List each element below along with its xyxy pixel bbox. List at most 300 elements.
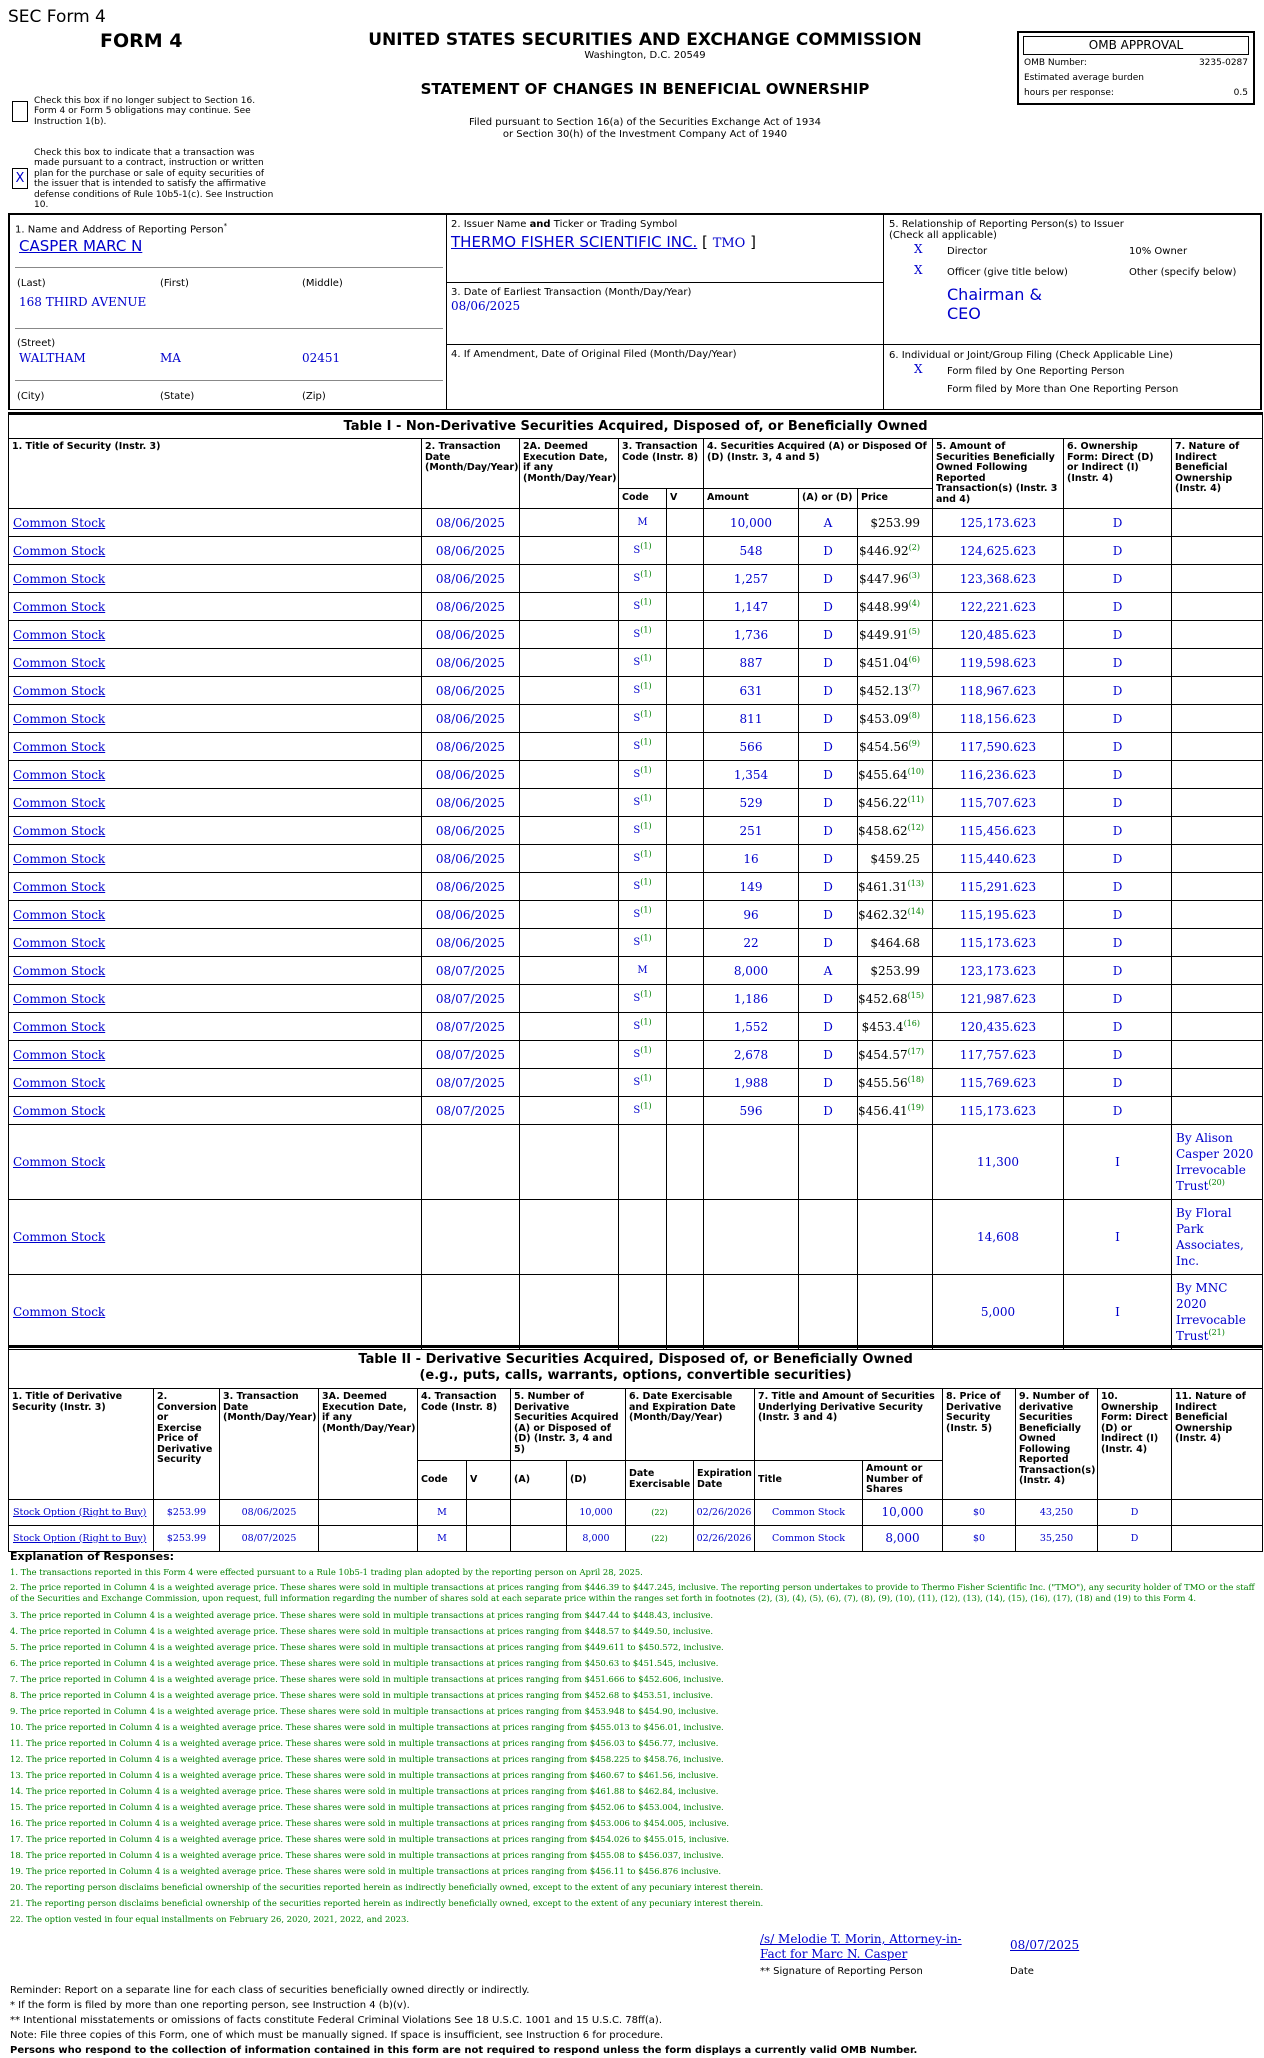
transaction-code	[619, 565, 667, 593]
date-exercisable	[626, 1525, 694, 1551]
transaction-date: 08/06/2025	[422, 705, 520, 733]
v-cell	[667, 565, 704, 593]
officer-mark[interactable]: X	[914, 263, 923, 277]
amount-owned: 120,485.623	[933, 621, 1064, 649]
security-title[interactable]	[9, 1041, 422, 1069]
underlying-title-link[interactable]: Common Stock	[772, 1532, 845, 1544]
officer-title	[947, 285, 1042, 323]
table-row	[9, 649, 1263, 677]
acquired-disposed: D	[799, 621, 858, 649]
deemed-date	[520, 957, 619, 985]
v-cell	[667, 537, 704, 565]
transaction-date: 08/06/2025	[422, 565, 520, 593]
security-title-link[interactable]: Common Stock	[13, 851, 106, 866]
acquired-disposed: D	[799, 565, 858, 593]
price	[858, 1013, 933, 1041]
security-title-link[interactable]: Common Stock	[13, 1305, 106, 1319]
security-title-link[interactable]: Common Stock	[13, 739, 106, 754]
transaction-code	[619, 985, 667, 1013]
transaction-code	[619, 593, 667, 621]
code-value: M	[637, 965, 648, 976]
transaction-date: 08/06/2025	[220, 1499, 319, 1525]
amount-owned: 118,156.623	[933, 705, 1064, 733]
acquired-disposed: D	[799, 593, 858, 621]
t2-header-exercisable: 6. Date Exercisable and Expiration Date (Month/Day/Year)	[626, 1389, 755, 1461]
deemed-date	[520, 677, 619, 705]
derivative-title-link[interactable]: Stock Option (Right to Buy)	[13, 1532, 147, 1544]
price-value: $453.09	[859, 711, 909, 726]
deemed-date	[520, 789, 619, 817]
omb-number-label: OMB Number:	[1024, 58, 1087, 68]
t1-header-securities: 4. Securities Acquired (A) or Disposed Of (D) (Instr. 3, 4 and 5)	[704, 439, 933, 489]
ownership-form: D	[1064, 1097, 1172, 1125]
security-title[interactable]	[9, 1125, 422, 1200]
filing-box	[883, 344, 1262, 410]
price-value: $253.99	[870, 963, 920, 978]
empty-cell	[799, 1275, 858, 1350]
underlying-title-link[interactable]: Common Stock	[772, 1506, 845, 1518]
table-row	[9, 1041, 1263, 1069]
footnote: 18. The price reported in Column 4 is a weighted average price. These shares were sold in multiple transactions at prices ranging from $455.08 to $456.037, inclusive.	[10, 1850, 724, 1860]
footnote: 7. The price reported in Column 4 is a weighted average price. These shares were sold in multiple transactions at prices ranging from $451.666 to $452.606, inclusive.	[10, 1674, 724, 1684]
reporting-person-box	[8, 213, 447, 410]
price-footnote: (18)	[907, 1074, 925, 1084]
security-title[interactable]	[9, 1097, 422, 1125]
footer	[10, 1983, 917, 2058]
street-line	[15, 328, 443, 329]
nature-of-ownership	[1172, 705, 1263, 733]
name-line	[15, 267, 443, 268]
price-value: $452.13	[859, 683, 909, 698]
t2-header-code: 4. Transaction Code (Instr. 8)	[418, 1389, 511, 1461]
transaction-date: 08/06/2025	[422, 789, 520, 817]
code-footnote: (1)	[640, 1017, 652, 1027]
v-cell	[667, 845, 704, 873]
table2-title-line-2: (e.g., puts, calls, warrants, options, convertible securities)	[419, 1368, 852, 1383]
price-value: $459.25	[870, 851, 920, 866]
transaction-code	[619, 929, 667, 957]
table-derivative	[8, 1345, 1263, 1552]
security-title[interactable]	[9, 537, 422, 565]
nature-of-ownership	[1172, 929, 1263, 957]
transaction-date: 08/07/2025	[422, 1097, 520, 1125]
code-footnote: (1)	[640, 1073, 652, 1083]
acquired-disposed: D	[799, 761, 858, 789]
amount-owned: 125,173.623	[933, 509, 1064, 537]
empty-cell	[858, 1275, 933, 1350]
nature-text: By Alison Casper 2020 Irrevocable Trust	[1176, 1131, 1254, 1193]
nature-of-ownership	[1172, 1069, 1263, 1097]
ownership-form: D	[1064, 593, 1172, 621]
issuer-label: 2. Issuer Name and Ticker or Trading Symbol	[451, 219, 678, 230]
ownership-form: D	[1064, 1013, 1172, 1041]
security-title-link[interactable]: Common Stock	[13, 879, 106, 894]
footnote: 19. The price reported in Column 4 is a weighted average price. These shares were sold in multiple transactions at prices ranging from $456.11 to $456.876 inclusive.	[10, 1866, 722, 1876]
security-title-link[interactable]: Common Stock	[13, 1155, 106, 1169]
security-title-link[interactable]: Common Stock	[13, 1075, 106, 1090]
amount-owned: 115,291.623	[933, 873, 1064, 901]
relationship-label: 5. Relationship of Reporting Person(s) to Issuer	[889, 219, 1124, 230]
table-row	[9, 1013, 1263, 1041]
derivative-owned: 43,250	[1016, 1499, 1098, 1525]
transaction-code	[619, 761, 667, 789]
v-cell	[667, 593, 704, 621]
security-title[interactable]	[9, 565, 422, 593]
ten-pct-owner-label: 10% Owner	[1129, 246, 1188, 257]
price-footnote: (15)	[907, 990, 925, 1000]
ticker-bracket-open: [	[702, 233, 708, 251]
signature-link[interactable]: /s/ Melodie T. Morin, Attorney-in-Fact for Marc N. Casper	[760, 1932, 962, 1961]
omb-hours-value: 0.5	[1233, 88, 1248, 98]
v-cell	[667, 705, 704, 733]
transaction-date: 08/06/2025	[422, 845, 520, 873]
explanation-notes	[10, 1564, 1255, 1927]
first-label: (First)	[160, 278, 189, 289]
security-title-link[interactable]: Common Stock	[13, 991, 106, 1006]
security-title[interactable]	[9, 1013, 422, 1041]
v-cell	[667, 929, 704, 957]
security-title[interactable]	[9, 509, 422, 537]
security-title-link[interactable]: Common Stock	[13, 1047, 106, 1062]
empty-cell	[858, 1200, 933, 1275]
relationship-box	[883, 213, 1262, 345]
derivative-title[interactable]	[9, 1525, 154, 1551]
amount-owned: 116,236.623	[933, 761, 1064, 789]
explanation-title: Explanation of Responses:	[10, 1550, 175, 1563]
deemed-date	[520, 649, 619, 677]
t1-sub-code: Code	[619, 489, 667, 509]
t2-header-deemed: 3A. Deemed Execution Date, if any (Month/Day/Year)	[319, 1389, 418, 1500]
footnote: 4. The price reported in Column 4 is a weighted average price. These shares were sold in multiple transactions at prices ranging from $448.57 to $449.50, inclusive.	[10, 1626, 714, 1636]
security-title[interactable]	[9, 761, 422, 789]
amount-owned: 115,440.623	[933, 845, 1064, 873]
security-title-link[interactable]: Common Stock	[13, 823, 106, 838]
t1-sub-ad: (A) or (D)	[799, 489, 858, 509]
amount: 1,186	[704, 985, 799, 1013]
security-title[interactable]	[9, 845, 422, 873]
table-row	[9, 1097, 1263, 1125]
nature-of-ownership	[1172, 565, 1263, 593]
date-exercisable	[626, 1499, 694, 1525]
last-label: (Last)	[17, 278, 46, 289]
underlying-title[interactable]	[755, 1525, 863, 1551]
acquired-disposed: A	[799, 957, 858, 985]
price-footnote: (12)	[907, 822, 925, 832]
security-title[interactable]	[9, 705, 422, 733]
security-title-link[interactable]: Common Stock	[13, 767, 106, 782]
expiration-date: 02/26/2026	[694, 1525, 755, 1551]
security-title-link[interactable]: Common Stock	[13, 627, 106, 642]
price-footnote: (16)	[903, 1018, 920, 1028]
transaction-date: 08/07/2025	[220, 1525, 319, 1551]
v-cell	[667, 761, 704, 789]
price	[858, 1069, 933, 1097]
other-label: Other (specify below)	[1129, 267, 1237, 278]
director-mark[interactable]: X	[914, 242, 923, 256]
city-label: (City)	[17, 391, 45, 402]
code-footnote: (1)	[640, 597, 652, 607]
transaction-date: 08/07/2025	[422, 957, 520, 985]
security-title[interactable]	[9, 1200, 422, 1275]
expiration-date: 02/26/2026	[694, 1499, 755, 1525]
amount-owned: 122,221.623	[933, 593, 1064, 621]
t2-header-conversion: 2. Conversion or Exercise Price of Derivative Security	[154, 1389, 220, 1500]
officer-title-line-2: CEO	[947, 304, 981, 323]
ticker-bracket-close: ]	[750, 233, 756, 251]
form-name: FORM 4	[100, 30, 183, 52]
table2-title-line-1: Table II - Derivative Securities Acquired, Disposed of, or Beneficially Owned	[358, 1352, 913, 1367]
filing-one-mark[interactable]: X	[914, 362, 923, 376]
nature-of-ownership	[1172, 1013, 1263, 1041]
statement-title: STATEMENT OF CHANGES IN BENEFICIAL OWNERSHIP	[420, 80, 870, 98]
acquired-disposed: D	[799, 1013, 858, 1041]
acquired-disposed: D	[799, 705, 858, 733]
ownership-form: D	[1064, 761, 1172, 789]
security-title[interactable]	[9, 929, 422, 957]
earliest-date-label: 3. Date of Earliest Transaction (Month/Day/Year)	[451, 287, 692, 298]
security-title-link[interactable]: Common Stock	[13, 907, 106, 922]
security-title-link[interactable]: Common Stock	[13, 543, 106, 558]
price-value: $452.68	[858, 991, 908, 1006]
transaction-date: 08/06/2025	[422, 593, 520, 621]
price	[858, 705, 933, 733]
deemed-date	[520, 901, 619, 929]
t1-header-date: 2. Transaction Date (Month/Day/Year)	[422, 439, 520, 509]
code-value: S	[633, 713, 641, 724]
conversion-price: $253.99	[154, 1525, 220, 1551]
ownership-form: D	[1064, 537, 1172, 565]
security-title[interactable]	[9, 985, 422, 1013]
security-title[interactable]	[9, 649, 422, 677]
derivative-owned: 35,250	[1016, 1525, 1098, 1551]
code-value: S	[633, 601, 641, 612]
code-footnote: (1)	[640, 765, 652, 775]
nature-of-ownership	[1172, 593, 1263, 621]
amount-owned: 115,769.623	[933, 1069, 1064, 1097]
t2-sub-v: V	[467, 1461, 511, 1500]
security-title-link[interactable]: Common Stock	[13, 711, 106, 726]
price-value: $458.62	[858, 823, 908, 838]
ownership-form: I	[1064, 1200, 1172, 1275]
nature-of-ownership	[1172, 677, 1263, 705]
price	[858, 789, 933, 817]
underlying-title[interactable]	[755, 1499, 863, 1525]
empty-cell	[422, 1200, 520, 1275]
code-value: S	[633, 937, 641, 948]
signature-label: ** Signature of Reporting Person	[760, 1966, 923, 1977]
omb-number-row	[1019, 57, 1253, 70]
t1-header-nature: 7. Nature of Indirect Beneficial Ownership (Instr. 4)	[1172, 439, 1263, 509]
transaction-date: 08/07/2025	[422, 1041, 520, 1069]
security-title-link[interactable]: Common Stock	[13, 683, 106, 698]
omb-hours-label: hours per response:	[1024, 88, 1114, 98]
empty-cell	[619, 1200, 667, 1275]
signature-date-link[interactable]: 08/07/2025	[1010, 1938, 1080, 1952]
footnote: 14. The price reported in Column 4 is a weighted average price. These shares were sold in multiple transactions at prices ranging from $461.88 to $462.84, inclusive.	[10, 1786, 719, 1796]
security-title-link[interactable]: Common Stock	[13, 655, 106, 670]
deemed-date	[520, 621, 619, 649]
security-title[interactable]	[9, 677, 422, 705]
section16-text: Check this box if no longer subject to Section 16. Form 4 or Form 5 obligations may continue. See Instruction 1(b).	[34, 96, 256, 127]
amount-owned: 119,598.623	[933, 649, 1064, 677]
empty-cell	[704, 1275, 799, 1350]
nature-of-ownership	[1172, 985, 1263, 1013]
ownership-form: D	[1064, 873, 1172, 901]
derivative-title-link[interactable]: Stock Option (Right to Buy)	[13, 1506, 147, 1518]
transaction-date: 08/06/2025	[422, 649, 520, 677]
transaction-code	[619, 621, 667, 649]
deemed-date	[520, 761, 619, 789]
omb-hours-row	[1019, 87, 1253, 100]
security-title[interactable]	[9, 957, 422, 985]
transaction-code	[619, 957, 667, 985]
amount-owned: 115,173.623	[933, 929, 1064, 957]
amount-owned: 117,757.623	[933, 1041, 1064, 1069]
price	[858, 929, 933, 957]
transaction-code	[619, 1097, 667, 1125]
security-title-link[interactable]: Common Stock	[13, 571, 106, 586]
security-title[interactable]	[9, 1069, 422, 1097]
price-value: $449.91	[859, 627, 909, 642]
signature-name[interactable]	[760, 1932, 980, 1962]
reporting-person-name[interactable]: CASPER MARC N	[19, 237, 143, 255]
code-footnote: (1)	[640, 849, 652, 859]
t1-sub-price: Price	[858, 489, 933, 509]
table-row	[9, 817, 1263, 845]
amount: 596	[704, 1097, 799, 1125]
price-footnote: (7)	[908, 682, 920, 692]
disposed-d: 8,000	[567, 1525, 626, 1551]
issuer-name-link[interactable]: THERMO FISHER SCIENTIFIC INC.	[451, 233, 698, 251]
security-title-link[interactable]: Common Stock	[13, 1103, 106, 1118]
t1-sub-v: V	[667, 489, 704, 509]
nature-of-ownership	[1172, 957, 1263, 985]
derivative-price: $0	[943, 1525, 1016, 1551]
security-title[interactable]	[9, 789, 422, 817]
filed-pursuant	[345, 117, 945, 141]
transaction-date: 08/06/2025	[422, 509, 520, 537]
table-row	[9, 957, 1263, 985]
amendment-label: 4. If Amendment, Date of Original Filed (Month/Day/Year)	[451, 349, 737, 360]
footnote: 12. The price reported in Column 4 is a weighted average price. These shares were sold in multiple transactions at prices ranging from $458.225 to $458.76, inclusive.	[10, 1754, 724, 1764]
price-value: $455.56	[858, 1075, 908, 1090]
security-title-link[interactable]: Common Stock	[13, 1019, 106, 1034]
nature-of-ownership	[1172, 1499, 1263, 1525]
price	[858, 733, 933, 761]
v-cell	[667, 1041, 704, 1069]
v-cell	[667, 733, 704, 761]
price-value: $451.04	[859, 655, 909, 670]
amount: 10,000	[704, 509, 799, 537]
table-row	[9, 1275, 1263, 1350]
table-row	[9, 621, 1263, 649]
nature-of-ownership	[1172, 1275, 1263, 1350]
nature-of-ownership	[1172, 1200, 1263, 1275]
code-value: S	[633, 685, 641, 696]
transaction-date: 08/06/2025	[422, 537, 520, 565]
v-cell	[467, 1499, 511, 1525]
price	[858, 901, 933, 929]
security-title-link[interactable]: Common Stock	[13, 963, 106, 978]
acquired-disposed: D	[799, 733, 858, 761]
security-title[interactable]	[9, 817, 422, 845]
price-value: $454.56	[859, 739, 909, 754]
amount: 1,988	[704, 1069, 799, 1097]
security-title-link[interactable]: Common Stock	[13, 795, 106, 810]
underlying-amount: 8,000	[863, 1525, 943, 1551]
empty-cell	[704, 1200, 799, 1275]
city-line	[15, 380, 443, 381]
rule10b5-checkbox[interactable]: X	[12, 168, 28, 189]
table-row	[9, 705, 1263, 733]
security-title-link[interactable]: Common Stock	[13, 1230, 106, 1244]
footer-omb-notice: Persons who respond to the collection of information contained in this form are not required to respond unless the form displays a currently valid OMB Number.	[10, 2045, 918, 2056]
security-title[interactable]	[9, 621, 422, 649]
deemed-date	[520, 929, 619, 957]
security-title-link[interactable]: Common Stock	[13, 515, 106, 530]
deemed-date	[520, 1097, 619, 1125]
security-title-link[interactable]: Common Stock	[13, 935, 106, 950]
empty-cell	[858, 1125, 933, 1200]
derivative-title[interactable]	[9, 1499, 154, 1525]
earliest-date-box	[446, 282, 884, 345]
amount: 1,147	[704, 593, 799, 621]
acquired-disposed: D	[799, 873, 858, 901]
code-footnote: (1)	[640, 569, 652, 579]
rule10b5-text: Check this box to indicate that a transaction was made pursuant to a contract, instruction or written plan for the purchase or sale of equity securities of the issuer that is intended to satisfy the affirmative defense conditions of Rule 10b5-1(c). See Instruction 10.	[34, 148, 274, 211]
amount: 1,257	[704, 565, 799, 593]
security-title[interactable]	[9, 901, 422, 929]
nature-of-ownership	[1172, 509, 1263, 537]
code-value: S	[633, 853, 641, 864]
nature-of-ownership	[1172, 537, 1263, 565]
price	[858, 873, 933, 901]
sec-form-title: SEC Form 4	[8, 7, 106, 27]
ownership-form: D	[1064, 985, 1172, 1013]
security-title[interactable]	[9, 593, 422, 621]
filing-one-label: Form filed by One Reporting Person	[947, 366, 1125, 377]
ownership-form: D	[1064, 929, 1172, 957]
footnote: 10. The price reported in Column 4 is a weighted average price. These shares were sold in multiple transactions at prices ranging from $455.013 to $456.01, inclusive.	[10, 1722, 724, 1732]
security-title[interactable]	[9, 1275, 422, 1350]
omb-number-value: 3235-0287	[1198, 58, 1248, 68]
deemed-date	[520, 845, 619, 873]
code-value: S	[633, 993, 641, 1004]
transaction-code	[619, 733, 667, 761]
price-value: $461.31	[858, 879, 908, 894]
signature-date[interactable]	[1010, 1938, 1079, 1952]
ownership-form: D	[1064, 1069, 1172, 1097]
price-footnote: (6)	[908, 654, 920, 664]
transaction-code	[619, 705, 667, 733]
ownership-form: D	[1064, 565, 1172, 593]
ownership-form: D	[1064, 649, 1172, 677]
code-value: S	[633, 1049, 641, 1060]
security-title-link[interactable]: Common Stock	[13, 599, 106, 614]
section16-checkbox[interactable]	[12, 101, 28, 122]
security-title[interactable]	[9, 873, 422, 901]
nature-of-ownership	[1172, 761, 1263, 789]
v-cell	[667, 901, 704, 929]
earliest-date-value: 08/06/2025	[451, 299, 521, 313]
security-title[interactable]	[9, 733, 422, 761]
price-footnote: (11)	[907, 794, 925, 804]
price	[858, 957, 933, 985]
table-row	[9, 733, 1263, 761]
table-row	[9, 789, 1263, 817]
acquired-disposed: D	[799, 929, 858, 957]
director-label: Director	[947, 246, 988, 257]
